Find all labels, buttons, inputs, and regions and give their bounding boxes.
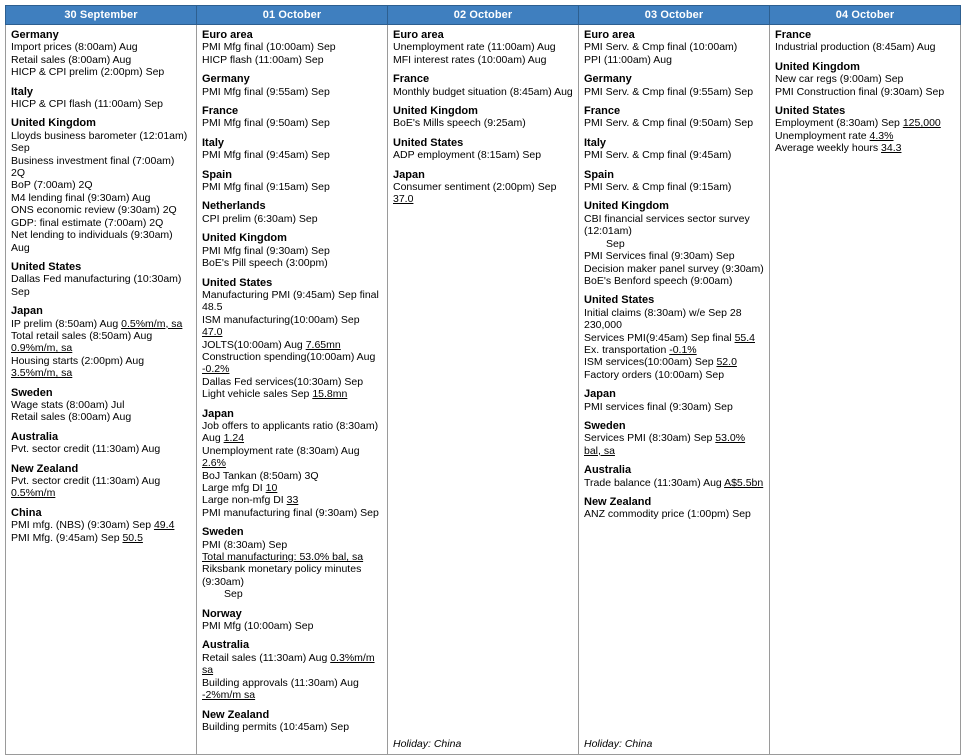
event-text: PMI Mfg final (10:00am) Sep (202, 41, 336, 54)
calendar-event (775, 117, 955, 129)
calendar-event (584, 250, 764, 262)
country-heading: United States (202, 276, 273, 289)
event-value: -0.2% (202, 363, 230, 376)
holiday-note: Holiday: China (393, 737, 462, 750)
calendar-event (202, 551, 382, 563)
event-text: Import prices (8:00am) Aug (11, 41, 138, 54)
country-heading: Euro area (202, 29, 253, 41)
event-text: Business investment final (7:00am) 2Q (11, 154, 175, 180)
event-text: PMI Serv. & Cmp final (9:45am) (584, 149, 732, 162)
event-value: 10 (265, 482, 278, 494)
day-cell-4 (770, 25, 961, 755)
country-heading: United Kingdom (11, 117, 96, 130)
event-text: Unemployment rate (8:30am) Aug (202, 444, 360, 457)
day-cell-2 (388, 25, 579, 755)
event-text: GDP: final estimate (7:00am) 2Q (11, 216, 164, 229)
calendar-event (11, 217, 191, 229)
event-text: Construction spending(10:00am) Aug (202, 350, 376, 363)
holiday-note: Holiday: China (584, 737, 653, 750)
country-heading: Euro area (584, 29, 635, 41)
event-text: Unemployment rate (11:00am) Aug (393, 41, 556, 54)
event-value: 55.4 (734, 331, 755, 344)
country-heading: Australia (584, 464, 632, 477)
calendar-event (202, 470, 382, 482)
calendar-event (584, 149, 764, 161)
country-heading: Australia (11, 430, 59, 443)
event-text: BoP (7:00am) 2Q (11, 179, 93, 192)
calendar-event (202, 677, 382, 702)
calendar-event (202, 289, 382, 314)
event-value: 1.24 (223, 432, 245, 445)
event-value: -2%m/m sa (202, 689, 256, 702)
calendar-event (11, 355, 191, 380)
event-text: HICP flash (11:00am) Sep (202, 53, 324, 66)
country-heading: Sweden (584, 419, 626, 432)
event-text: Large mfg DI (202, 482, 266, 494)
calendar-event (202, 41, 382, 53)
event-text: PMI Construction final (9:30am) Sep (775, 85, 945, 98)
country-heading: Netherlands (202, 200, 266, 213)
calendar-event (584, 86, 764, 98)
event-text: Average weekly hours (775, 142, 882, 155)
calendar-event (584, 369, 764, 381)
event-value: -0.1% (669, 343, 697, 356)
country-heading: Japan (393, 168, 425, 181)
country-heading: France (584, 105, 621, 118)
event-text: Pvt. sector credit (11:30am) Aug (11, 443, 161, 456)
event-value: 52.0 (716, 356, 737, 369)
calendar-event (202, 588, 382, 600)
event-value: 3.5%m/m, sa (11, 367, 73, 380)
event-text: Job offers to applicants ratio (8:30am) Aug (202, 419, 379, 445)
country-heading: United States (393, 136, 464, 149)
event-value: 50.5 (122, 531, 143, 544)
country-heading: Spain (584, 168, 614, 181)
calendar-event (202, 314, 382, 339)
event-text: Manufacturing PMI (9:45am) Sep final 48.5 (202, 288, 379, 314)
event-text: ISM services(10:00am) Sep (584, 356, 717, 369)
calendar-event (393, 149, 573, 161)
country-heading: Germany (202, 73, 250, 86)
event-text: Retail sales (11:30am) Aug (202, 651, 331, 664)
event-value: 2.6% (202, 457, 226, 470)
event-text: PMI services final (9:30am) Sep (584, 400, 733, 413)
day-cell-0 (6, 25, 197, 755)
country-heading: Japan (584, 388, 616, 401)
calendar-event (202, 388, 382, 400)
event-text: Pvt. sector credit (11:30am) Aug (11, 475, 161, 487)
event-text: Large non-mfg DI (202, 494, 287, 507)
calendar-event (202, 351, 382, 376)
calendar-event (11, 475, 191, 500)
calendar-event (584, 508, 764, 520)
calendar-event (11, 130, 191, 155)
country-heading: France (202, 105, 239, 118)
event-text: ADP employment (8:15am) Sep (393, 149, 542, 162)
calendar-event (202, 376, 382, 388)
event-text: Decision maker panel survey (9:30am) (584, 262, 764, 275)
country-heading: United Kingdom (584, 200, 669, 213)
calendar-event (775, 41, 955, 53)
day-content-0 (11, 29, 191, 562)
event-text: PMI Mfg final (9:50am) Sep (202, 117, 330, 130)
calendar-event (11, 229, 191, 254)
event-text: Services PMI(9:45am) Sep final (584, 331, 735, 344)
day-content-4 (775, 29, 955, 173)
calendar-event (584, 117, 764, 129)
calendar-event (202, 420, 382, 445)
event-text: Employment (8:30am) Sep (775, 117, 903, 130)
event-value: Total manufacturing: 53.0% bal, sa (202, 551, 364, 564)
day-content-2 (393, 29, 573, 224)
calendar-event (202, 482, 382, 494)
country-heading: Norway (202, 607, 242, 620)
calendar-event (584, 41, 764, 53)
event-text: ONS economic review (9:30am) 2Q (11, 204, 177, 217)
event-value: 0.9%m/m, sa (11, 342, 73, 355)
calendar-event (11, 66, 191, 78)
event-value: 0.5%m/m, sa (121, 317, 183, 330)
economic-calendar-table (5, 5, 961, 755)
country-heading: Germany (584, 73, 632, 86)
calendar-event (11, 98, 191, 110)
calendar-event (11, 399, 191, 411)
calendar-header-row (6, 6, 961, 25)
event-text: Consumer sentiment (2:00pm) Sep (393, 181, 557, 194)
event-value: 15.8mn (312, 388, 348, 401)
event-text: Sep (224, 588, 243, 601)
event-text: PMI Services final (9:30am) Sep (584, 250, 735, 263)
country-heading: France (775, 29, 812, 41)
calendar-event (11, 519, 191, 531)
event-text: PMI Serv. & Cmp final (9:15am) (584, 181, 732, 194)
event-text: Sep (606, 237, 625, 250)
event-value: 37.0 (393, 193, 414, 206)
calendar-event (11, 155, 191, 180)
event-value: 33 (286, 494, 299, 507)
day-cell-3 (579, 25, 770, 755)
calendar-event (202, 245, 382, 257)
event-value: A$5.5bn (724, 476, 764, 489)
country-heading: United Kingdom (393, 105, 478, 118)
event-text: Lloyds business barometer (12:01am) Sep (11, 129, 188, 155)
event-value: 0.3%m/m sa (202, 651, 375, 677)
country-heading: New Zealand (584, 496, 652, 508)
day-content-1 (202, 29, 382, 751)
calendar-event (393, 86, 573, 98)
event-text: Dallas Fed services(10:30am) Sep (202, 375, 364, 388)
event-value: 0.5%m/m (11, 487, 56, 500)
event-text: CPI prelim (6:30am) Sep (202, 212, 318, 225)
event-text: BoE's Pill speech (3:00pm) (202, 257, 328, 270)
calendar-event (11, 179, 191, 191)
event-text: Initial claims (8:30am) w/e Sep 28 230,000 (584, 306, 742, 332)
day-cell-1 (197, 25, 388, 755)
country-heading: Australia (202, 639, 250, 652)
calendar-event (11, 41, 191, 53)
calendar-event (11, 330, 191, 355)
event-text: Ex. transportation (584, 343, 670, 356)
event-text: Unemployment rate (775, 129, 870, 142)
event-text: Riksbank monetary policy minutes (9:30am) (202, 563, 362, 588)
event-text: Industrial production (8:45am) Aug (775, 41, 936, 54)
calendar-event (202, 86, 382, 98)
calendar-event (584, 344, 764, 356)
event-text: ISM manufacturing(10:00am) Sep (202, 313, 360, 326)
event-text: BoJ Tankan (8:50am) 3Q (202, 469, 319, 482)
calendar-event (393, 41, 573, 53)
event-text: New car regs (9:00am) Sep (775, 73, 904, 86)
event-value: 125,000 (902, 117, 941, 130)
calendar-event (11, 318, 191, 330)
calendar-event (202, 721, 382, 733)
calendar-event (11, 273, 191, 298)
calendar-event (584, 54, 764, 66)
event-text: Building approvals (11:30am) Aug (202, 676, 359, 689)
calendar-event (775, 142, 955, 154)
calendar-event (775, 86, 955, 98)
event-text: MFI interest rates (10:00am) Aug (393, 53, 547, 66)
calendar-event (202, 445, 382, 470)
calendar-event (584, 263, 764, 275)
calendar-event (202, 563, 382, 588)
country-heading: Sweden (11, 386, 53, 399)
event-text: PMI Mfg final (9:15am) Sep (202, 181, 330, 194)
day-header-0: 30 September (6, 6, 197, 25)
country-heading: Italy (11, 85, 34, 98)
country-heading: United States (775, 105, 846, 118)
event-value: 7.65mn (305, 338, 341, 351)
event-text: Services PMI (8:30am) Sep (584, 432, 716, 445)
calendar-event (202, 181, 382, 193)
calendar-event (584, 432, 764, 457)
event-text: PMI manufacturing final (9:30am) Sep (202, 506, 379, 519)
event-text: Wage stats (8:00am) Jul (11, 398, 125, 411)
day-header-2: 02 October (388, 6, 579, 25)
event-text: PMI Serv. & Cmp final (9:50am) Sep (584, 117, 754, 130)
event-text: ANZ commodity price (1:00pm) Sep (584, 508, 751, 521)
event-text: Light vehicle sales Sep (202, 388, 313, 401)
event-value: 49.4 (153, 519, 175, 532)
calendar-event (202, 213, 382, 225)
country-heading: United States (11, 260, 82, 273)
event-text: Dallas Fed manufacturing (10:30am) Sep (11, 273, 182, 298)
country-heading: Germany (11, 29, 59, 41)
event-text: Net lending to individuals (9:30am) Aug (11, 229, 173, 254)
calendar-event (775, 73, 955, 85)
country-heading: Spain (202, 168, 232, 181)
calendar-event (584, 238, 764, 250)
calendar-event (584, 275, 764, 287)
event-text: M4 lending final (9:30am) Aug (11, 191, 151, 204)
calendar-body-row (6, 25, 961, 755)
country-heading: Sweden (202, 526, 244, 539)
country-heading: United Kingdom (202, 232, 287, 245)
event-text: PMI (8:30am) Sep (202, 538, 288, 551)
event-text: PMI Mfg final (9:45am) Sep (202, 149, 330, 162)
calendar-event (202, 117, 382, 129)
country-heading: Euro area (393, 29, 444, 41)
country-heading: United States (584, 294, 655, 307)
calendar-event (584, 332, 764, 344)
calendar-event (11, 411, 191, 423)
calendar-event (11, 54, 191, 66)
calendar-event (202, 507, 382, 519)
calendar-event (202, 494, 382, 506)
event-value: 4.3% (869, 129, 894, 142)
event-value: 47.0 (202, 326, 223, 339)
event-text: HICP & CPI flash (11:00am) Sep (11, 98, 163, 111)
calendar-event (202, 339, 382, 351)
calendar-event (393, 54, 573, 66)
country-heading: Italy (202, 136, 225, 149)
calendar-event (11, 443, 191, 455)
calendar-event (584, 401, 764, 413)
event-text: PMI Serv. & Cmp final (10:00am) (584, 41, 738, 54)
calendar-event (584, 213, 764, 238)
calendar-event (584, 307, 764, 332)
calendar-page (0, 5, 962, 750)
event-text: Retail sales (8:00am) Aug (11, 411, 132, 424)
event-text: PMI Mfg final (9:55am) Sep (202, 85, 330, 98)
event-text: PPI (11:00am) Aug (584, 53, 672, 66)
calendar-event (584, 477, 764, 489)
country-heading: New Zealand (11, 462, 79, 475)
event-text: PMI mfg. (NBS) (9:30am) Sep (11, 519, 154, 532)
event-text: BoE's Benford speech (9:00am) (584, 274, 733, 287)
event-text: PMI Mfg final (9:30am) Sep (202, 244, 330, 257)
event-text: Monthly budget situation (8:45am) Aug (393, 85, 573, 98)
calendar-event (202, 149, 382, 161)
event-text: BoE's Mills speech (9:25am) (393, 117, 526, 130)
calendar-event (202, 652, 382, 677)
country-heading: Japan (11, 305, 43, 318)
country-heading: United Kingdom (775, 60, 860, 73)
event-text: Housing starts (2:00pm) Aug (11, 354, 145, 367)
event-value: 53.0% bal, sa (584, 432, 746, 457)
event-text: JOLTS(10:00am) Aug (202, 338, 306, 351)
event-text: HICP & CPI prelim (2:00pm) Sep (11, 66, 165, 79)
event-text: Factory orders (10:00am) Sep (584, 368, 725, 381)
calendar-event (11, 192, 191, 204)
country-heading: Italy (584, 136, 607, 149)
country-heading: China (11, 506, 42, 519)
calendar-event (584, 356, 764, 368)
event-text: Trade balance (11:30am) Aug (584, 476, 725, 489)
calendar-event (393, 117, 573, 129)
event-text: Building permits (10:45am) Sep (202, 720, 350, 733)
country-heading: Japan (202, 407, 234, 420)
event-text: PMI Mfg. (9:45am) Sep (11, 531, 123, 544)
event-text: Retail sales (8:00am) Aug (11, 53, 132, 66)
day-header-1: 01 October (197, 6, 388, 25)
day-header-4: 04 October (770, 6, 961, 25)
event-text: IP prelim (8:50am) Aug (11, 317, 122, 330)
calendar-event (775, 130, 955, 142)
calendar-event (202, 54, 382, 66)
calendar-event (393, 181, 573, 206)
calendar-event (11, 532, 191, 544)
day-header-3: 03 October (579, 6, 770, 25)
event-text: Total retail sales (8:50am) Aug (11, 329, 153, 342)
event-value: 34.3 (881, 142, 902, 155)
day-content-3 (584, 29, 764, 539)
calendar-event (584, 181, 764, 193)
calendar-event (202, 539, 382, 551)
event-text: PMI Mfg (10:00am) Sep (202, 620, 314, 633)
calendar-event (202, 257, 382, 269)
calendar-event (202, 620, 382, 632)
calendar-event (11, 204, 191, 216)
event-text: CBI financial services sector survey (12:01am) (584, 212, 750, 238)
event-text: PMI Serv. & Cmp final (9:55am) Sep (584, 85, 754, 98)
country-heading: New Zealand (202, 708, 270, 721)
country-heading: France (393, 73, 430, 86)
